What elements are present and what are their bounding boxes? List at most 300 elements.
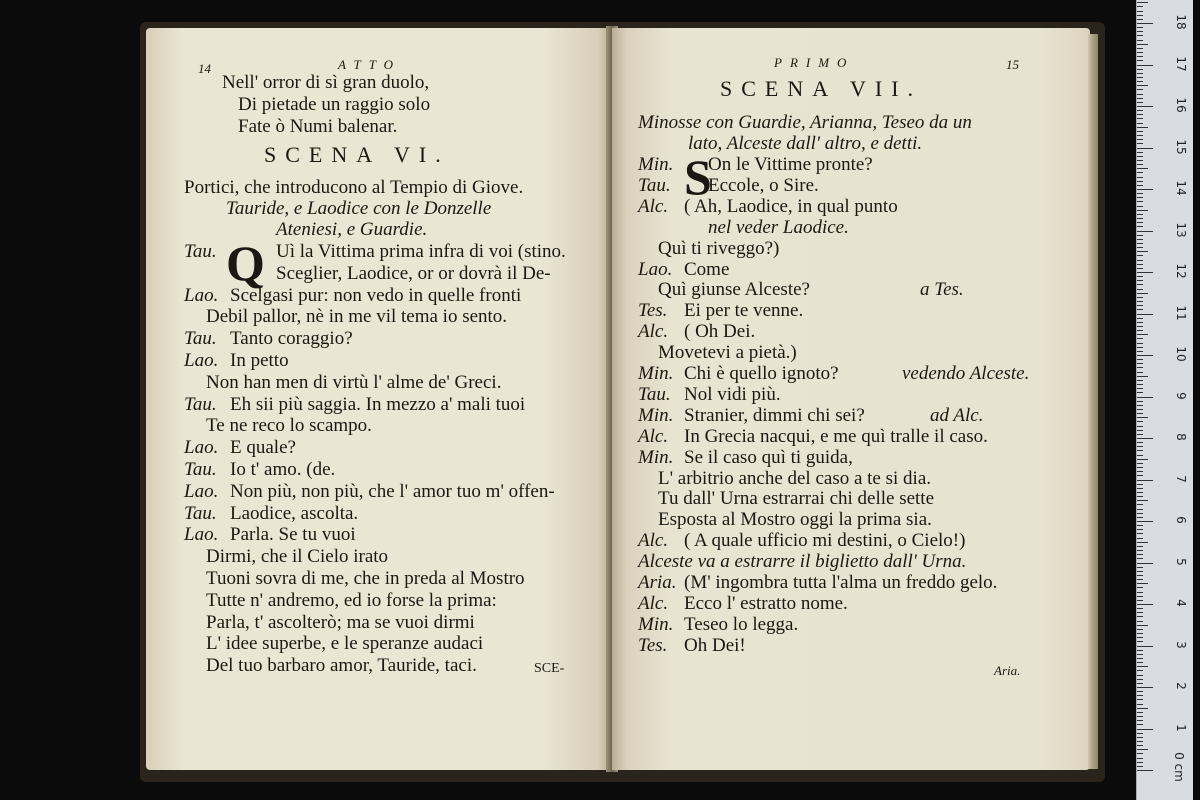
ruler-tick xyxy=(1137,691,1143,692)
running-head-right: PRIMO xyxy=(774,55,855,70)
speaker-label: Alc. xyxy=(638,592,669,614)
page-edges xyxy=(1088,34,1098,769)
ruler-number: 17 xyxy=(1174,55,1188,72)
speaker-label: Lao. xyxy=(184,480,219,502)
ruler-tick xyxy=(1137,15,1143,16)
ruler-tick xyxy=(1137,243,1143,244)
ruler-tick xyxy=(1137,666,1148,667)
ruler-number: 8 xyxy=(1174,433,1188,441)
ruler-tick xyxy=(1137,504,1143,505)
ruler-tick xyxy=(1137,629,1143,630)
ruler-tick xyxy=(1137,608,1143,609)
ruler-tick xyxy=(1137,397,1153,398)
ruler-tick xyxy=(1137,284,1143,285)
dialogue-line: Stranier, dimmi chi sei? xyxy=(684,404,865,426)
ruler-tick xyxy=(1137,475,1143,476)
stage-direction-left-1: Tauride, e Laodice con le Donzelle xyxy=(226,198,492,219)
dialogue-line: Tanto coraggio? xyxy=(230,328,353,350)
page-number-left: 14 xyxy=(198,61,211,76)
ruler-tick xyxy=(1137,314,1153,315)
dialogue-line: Eccole, o Sire. xyxy=(708,174,819,196)
aside-direction: a Tes. xyxy=(920,279,964,301)
dialogue-line: Uì la Vittima prima infra di voi (stino. xyxy=(276,241,566,262)
ruler-tick xyxy=(1137,687,1153,688)
ruler-tick xyxy=(1137,430,1143,431)
dialogue-line: nel veder Laodice. xyxy=(708,216,849,238)
running-head-left: ATTO xyxy=(338,57,402,72)
ruler-tick xyxy=(1137,172,1143,173)
speaker-label: Tes. xyxy=(638,634,668,656)
dialogue-line: Alceste va a estrarre il biglietto dall' Urna. xyxy=(638,551,967,573)
dialogue-line: In petto xyxy=(230,350,289,371)
ruler-tick xyxy=(1137,484,1143,485)
speaker-label: Tau. xyxy=(184,502,217,524)
ruler-tick xyxy=(1137,168,1148,169)
ruler-tick xyxy=(1137,758,1143,759)
ruler-tick xyxy=(1137,708,1148,709)
ruler-tick xyxy=(1137,509,1143,510)
dialogue-line: Te ne reco lo scampo. xyxy=(206,415,372,437)
dropcap-left: Q xyxy=(226,235,265,291)
ruler-tick xyxy=(1137,35,1143,36)
page-number-right: 15 xyxy=(1006,57,1019,72)
ruler-tick xyxy=(1137,488,1143,489)
ruler-tick xyxy=(1137,114,1143,115)
speaker-label: Tau. xyxy=(184,459,217,480)
ruler-tick xyxy=(1137,206,1143,207)
ruler-tick xyxy=(1137,521,1153,522)
ruler-tick xyxy=(1137,612,1143,613)
ruler-tick xyxy=(1137,85,1148,86)
dropcap-right: S xyxy=(684,149,712,205)
dialogue-line: L' arbitrio anche del caso a te si dia. xyxy=(658,467,932,489)
speaker-label: Lao. xyxy=(184,350,219,371)
ruler-number: 10 xyxy=(1174,346,1188,362)
ruler-tick xyxy=(1137,102,1143,103)
ruler-tick xyxy=(1137,135,1143,136)
ruler-tick xyxy=(1137,260,1143,261)
ruler-tick xyxy=(1137,695,1143,696)
stage-direction-left-2: Ateniesi, e Guardie. xyxy=(276,219,428,240)
ruler-tick xyxy=(1137,641,1143,642)
ruler-tick xyxy=(1137,583,1148,584)
ruler-tick xyxy=(1137,438,1153,439)
speaker-label: Aria. xyxy=(638,572,677,593)
speaker-label: Min. xyxy=(638,404,674,426)
ruler-number: 11 xyxy=(1174,304,1188,321)
speaker-label: Tau. xyxy=(184,241,217,262)
ruler-tick xyxy=(1137,616,1143,617)
ruler-tick xyxy=(1137,94,1143,95)
ruler-tick xyxy=(1137,376,1148,377)
ruler-tick xyxy=(1137,654,1143,655)
ruler-tick xyxy=(1137,139,1143,140)
ruler-tick xyxy=(1137,131,1143,132)
ruler-tick xyxy=(1137,587,1143,588)
ruler-tick xyxy=(1137,704,1143,705)
ruler-tick xyxy=(1137,235,1143,236)
speaker-label: Alc. xyxy=(638,425,669,447)
ruler-tick xyxy=(1137,621,1143,622)
dialogue-line: (M' ingombra tutta l'alma un freddo gelo. xyxy=(684,572,998,593)
ruler-tick xyxy=(1137,401,1143,402)
ruler-number: 5 xyxy=(1174,557,1188,566)
ruler-tick xyxy=(1137,604,1153,605)
speaker-label: Tau. xyxy=(638,174,671,196)
ruler-number: 1 xyxy=(1174,723,1188,732)
ruler-tick xyxy=(1137,301,1143,302)
ruler-tick xyxy=(1137,770,1153,771)
ruler-number: 14 xyxy=(1174,180,1188,196)
speaker-label: Tau. xyxy=(184,393,217,415)
dialogue-line: Esposta al Mostro oggi la prima sia. xyxy=(658,509,932,531)
ruler-number: 13 xyxy=(1174,221,1188,238)
ruler-tick xyxy=(1137,492,1143,493)
ruler-tick xyxy=(1137,496,1143,497)
ruler-tick xyxy=(1137,405,1143,406)
ruler-number: 12 xyxy=(1174,263,1188,279)
ruler-unit-label: 0 cm xyxy=(1172,752,1186,782)
ruler-tick xyxy=(1137,148,1153,149)
ruler-tick xyxy=(1137,27,1143,28)
ruler-tick xyxy=(1137,737,1143,738)
ruler-tick xyxy=(1137,318,1143,319)
speaker-label: Tes. xyxy=(638,300,668,322)
ruler-tick xyxy=(1137,334,1148,335)
ruler-tick xyxy=(1137,363,1143,364)
ruler-tick xyxy=(1137,384,1143,385)
ruler-tick xyxy=(1137,670,1143,671)
speaker-label: Lao. xyxy=(638,258,673,280)
ruler-tick xyxy=(1137,23,1153,24)
verse-line-1: Nell' orror di sì gran duolo, xyxy=(222,72,430,93)
ruler-tick xyxy=(1137,658,1143,659)
dialogue-line: Non han men di virtù l' alme de' Greci. xyxy=(206,371,502,393)
ruler-tick xyxy=(1137,675,1143,676)
dialogue-line: Movetevi a pietà.) xyxy=(658,342,797,364)
ruler-tick xyxy=(1137,89,1143,90)
ruler-tick xyxy=(1137,160,1143,161)
ruler-tick xyxy=(1137,533,1143,534)
scene-title-right: SCENA VII. xyxy=(720,76,923,101)
ruler-tick xyxy=(1137,247,1143,248)
ruler-tick xyxy=(1137,239,1143,240)
ruler-tick xyxy=(1137,6,1143,7)
ruler-tick xyxy=(1137,542,1148,543)
dialogue-line: Io t' amo. (de. xyxy=(230,459,336,480)
ruler-tick xyxy=(1137,127,1148,128)
ruler-tick xyxy=(1137,554,1143,555)
ruler-tick xyxy=(1137,272,1153,273)
ruler-tick xyxy=(1137,575,1143,576)
dialogue-line: Del tuo barbaro amor, Tauride, taci. xyxy=(206,655,477,677)
ruler-tick xyxy=(1137,264,1143,265)
ruler-tick xyxy=(1137,19,1143,20)
ruler-tick xyxy=(1137,729,1153,730)
dialogue-line: Tu dall' Urna estrarrai chi delle sette xyxy=(658,488,935,510)
ruler-tick xyxy=(1137,77,1143,78)
dialogue-line: Come xyxy=(684,258,730,280)
dialogue-line: Quì giunse Alceste? xyxy=(658,279,810,301)
speaker-label: Alc. xyxy=(638,321,669,343)
ruler-tick xyxy=(1137,276,1143,277)
ruler-tick xyxy=(1137,347,1143,348)
dialogue-line: In Grecia nacqui, e me quì tralle il caso. xyxy=(684,425,988,447)
speaker-label: Min. xyxy=(638,363,674,384)
speaker-label: Min. xyxy=(638,446,674,468)
ruler-tick xyxy=(1137,500,1148,501)
ruler-tick xyxy=(1137,177,1143,178)
ruler-tick xyxy=(1137,189,1153,190)
ruler-tick xyxy=(1137,118,1143,119)
ruler-tick xyxy=(1137,2,1148,3)
speaker-label: Tau. xyxy=(184,328,217,350)
ruler-tick xyxy=(1137,426,1143,427)
ruler-tick xyxy=(1137,293,1148,294)
ruler-tick xyxy=(1137,289,1143,290)
ruler-tick xyxy=(1137,251,1148,252)
ruler-tick xyxy=(1137,753,1143,754)
stage-direction-right-2: lato, Alceste dall' altro, e detti. xyxy=(688,133,923,154)
ruler-tick xyxy=(1137,164,1143,165)
ruler-tick xyxy=(1137,720,1143,721)
ruler-tick xyxy=(1137,650,1143,651)
ruler-tick xyxy=(1137,409,1143,410)
ruler-tick xyxy=(1137,463,1143,464)
ruler-tick xyxy=(1137,255,1143,256)
ruler-tick xyxy=(1137,592,1143,593)
aside-direction: ad Alc. xyxy=(930,404,984,426)
speaker-label: Min. xyxy=(638,613,674,635)
ruler-tick xyxy=(1137,214,1143,215)
ruler-tick xyxy=(1137,745,1143,746)
ruler-tick xyxy=(1137,210,1148,211)
ruler-tick xyxy=(1137,716,1143,717)
ruler-tick xyxy=(1137,309,1143,310)
ruler-tick xyxy=(1137,417,1148,418)
ruler-tick xyxy=(1137,60,1143,61)
dialogue-line: ( A quale ufficio mi destini, o Cielo!) xyxy=(684,530,966,552)
ruler-tick xyxy=(1137,529,1143,530)
ruler-tick xyxy=(1137,322,1143,323)
ruler-tick xyxy=(1137,679,1143,680)
ruler-tick xyxy=(1137,197,1143,198)
dialogue-line: Chi è quello ignoto? xyxy=(684,363,839,384)
ruler-tick xyxy=(1137,413,1143,414)
ruler-tick xyxy=(1137,633,1143,634)
ruler-tick xyxy=(1137,330,1143,331)
dialogue-line: Tutte n' andremo, ed io forse la prima: xyxy=(206,589,497,611)
ruler-number: 16 xyxy=(1174,97,1188,113)
ruler-tick xyxy=(1137,388,1143,389)
dialogue-line: On le Vittime pronte? xyxy=(708,154,873,175)
dialogue-line: Parla, t' ascolterò; ma se vuoi dirmi xyxy=(206,611,475,633)
ruler-tick xyxy=(1137,683,1143,684)
aside-direction: vedendo Alceste. xyxy=(902,363,1030,384)
ruler-tick xyxy=(1137,268,1143,269)
ruler-number: 7 xyxy=(1174,474,1188,483)
dialogue-line: Nol vidi più. xyxy=(684,383,781,405)
speaker-label: Lao. xyxy=(184,524,219,546)
dialogue-line: E quale? xyxy=(230,437,296,459)
ruler-tick xyxy=(1137,646,1153,647)
ruler-tick xyxy=(1137,467,1143,468)
speaker-label: Min. xyxy=(638,154,674,175)
verse-line-2: Di pietade un raggio solo xyxy=(238,94,431,115)
ruler-tick xyxy=(1137,724,1143,725)
dialogue-line: L' idee superbe, e le speranze audaci xyxy=(206,633,484,655)
ruler-tick xyxy=(1137,712,1143,713)
ruler-tick xyxy=(1137,48,1143,49)
dialogue-line: Ei per te venne. xyxy=(684,300,804,322)
ruler-tick xyxy=(1137,326,1143,327)
ruler-number: 15 xyxy=(1174,138,1188,155)
ruler-tick xyxy=(1137,392,1143,393)
ruler-tick xyxy=(1137,69,1143,70)
ruler-tick xyxy=(1137,201,1143,202)
ruler-tick xyxy=(1137,625,1148,626)
dialogue-line: ( Oh Dei. xyxy=(684,321,756,343)
ruler-tick xyxy=(1137,40,1143,41)
ruler-tick xyxy=(1137,359,1143,360)
scene-title-left: SCENA VI. xyxy=(264,142,450,167)
ruler-tick xyxy=(1137,152,1143,153)
dialogue-line: Laodice, ascolta. xyxy=(230,502,359,524)
ruler-tick xyxy=(1137,434,1143,435)
ruler-tick xyxy=(1137,226,1143,227)
ruler-tick xyxy=(1137,106,1153,107)
ruler-tick xyxy=(1137,65,1153,66)
ruler-tick xyxy=(1137,44,1148,45)
ruler-tick xyxy=(1137,280,1143,281)
ruler-tick xyxy=(1137,343,1143,344)
speaker-label: Lao. xyxy=(184,284,219,306)
ruler-tick xyxy=(1137,733,1143,734)
ruler-tick xyxy=(1137,338,1143,339)
ruler-tick xyxy=(1137,517,1143,518)
ruler-number: 2 xyxy=(1174,682,1188,690)
dialogue-line: Parla. Se tu vuoi xyxy=(230,524,356,546)
ruler-tick xyxy=(1137,455,1143,456)
ruler-tick xyxy=(1137,123,1143,124)
ruler-tick xyxy=(1137,600,1143,601)
dialogue-line: Tuoni sovra di me, che in preda al Mostro xyxy=(206,568,525,589)
dialogue-line: Eh sii più saggia. In mezzo a' mali tuoi xyxy=(230,393,526,415)
dialogue-line: ( Ah, Laodice, in qual punto xyxy=(684,195,898,217)
ruler-tick xyxy=(1137,579,1143,580)
ruler-tick xyxy=(1137,380,1143,381)
ruler-tick xyxy=(1137,181,1143,182)
dialogue-line: Se il caso quì ti guida, xyxy=(684,446,853,468)
ruler-tick xyxy=(1137,52,1143,53)
ruler-tick xyxy=(1137,372,1143,373)
speaker-label: Alc. xyxy=(638,195,669,217)
ruler-tick xyxy=(1137,81,1143,82)
measurement-ruler xyxy=(1136,0,1193,800)
left-page xyxy=(146,28,612,770)
dialogue-line: Ecco l' estratto nome. xyxy=(684,592,848,614)
ruler-tick xyxy=(1137,513,1143,514)
ruler-tick xyxy=(1137,222,1143,223)
dialogue-line: Debil pallor, nè in me vil tema io sento. xyxy=(206,306,508,328)
ruler-number: 4 xyxy=(1174,599,1188,607)
ruler-number: 6 xyxy=(1174,516,1188,524)
ruler-tick xyxy=(1137,421,1143,422)
ruler-tick xyxy=(1137,450,1143,451)
ruler-tick xyxy=(1137,558,1143,559)
catchword-right: Aria. xyxy=(994,663,1021,678)
ruler-tick xyxy=(1137,538,1143,539)
dialogue-line: Sceglier, Laodice, or or dovrà il De- xyxy=(276,262,551,284)
ruler-tick xyxy=(1137,749,1148,750)
ruler-tick xyxy=(1137,546,1143,547)
ruler-number: 18 xyxy=(1174,14,1188,30)
dialogue-line: Non più, non più, che l' amor tuo m' offen- xyxy=(230,480,555,502)
ruler-tick xyxy=(1137,741,1143,742)
ruler-tick xyxy=(1137,662,1143,663)
dialogue-line: Quì ti riveggo?) xyxy=(658,237,780,259)
ruler-tick xyxy=(1137,185,1143,186)
ruler-number: 3 xyxy=(1174,640,1188,649)
ruler-tick xyxy=(1137,305,1143,306)
speaker-label: Alc. xyxy=(638,530,669,552)
ruler-tick xyxy=(1137,297,1143,298)
ruler-tick xyxy=(1137,563,1153,564)
ruler-tick xyxy=(1137,762,1143,763)
ruler-tick xyxy=(1137,699,1143,700)
ruler-tick xyxy=(1137,525,1143,526)
ruler-tick xyxy=(1137,567,1143,568)
ruler-tick xyxy=(1137,571,1143,572)
ruler-number: 9 xyxy=(1174,391,1188,400)
ruler-tick xyxy=(1137,351,1143,352)
ruler-tick xyxy=(1137,31,1143,32)
verse-line-3: Fate ò Numi balenar. xyxy=(238,116,398,137)
ruler-tick xyxy=(1137,156,1143,157)
ruler-tick xyxy=(1137,56,1143,57)
dialogue-line: Teseo lo legga. xyxy=(684,613,799,635)
stage-direction-right-1: Minosse con Guardie, Arianna, Teseo da un xyxy=(638,112,972,133)
dialogue-line: Dirmi, che il Cielo irato xyxy=(206,546,389,568)
ruler-tick xyxy=(1137,471,1143,472)
ruler-tick xyxy=(1137,367,1143,368)
speaker-label: Lao. xyxy=(184,437,219,459)
ruler-tick xyxy=(1137,550,1143,551)
ruler-tick xyxy=(1137,231,1153,232)
right-page xyxy=(612,28,1090,770)
ruler-tick xyxy=(1137,355,1153,356)
ruler-tick xyxy=(1137,110,1143,111)
ruler-tick xyxy=(1137,766,1143,767)
scene-setting: Portici, che introducono al Tempio di Giove. xyxy=(184,177,524,198)
ruler-tick xyxy=(1137,459,1148,460)
ruler-tick xyxy=(1137,143,1143,144)
ruler-tick xyxy=(1137,596,1143,597)
ruler-tick xyxy=(1137,11,1143,12)
ruler-tick xyxy=(1137,218,1143,219)
dialogue-line: Oh Dei! xyxy=(684,634,746,656)
ruler-tick xyxy=(1137,73,1143,74)
ruler-tick xyxy=(1137,637,1143,638)
ruler-tick xyxy=(1137,446,1143,447)
ruler-tick xyxy=(1137,98,1143,99)
dialogue-line: Scelgasi pur: non vedo in quelle fronti xyxy=(230,284,522,306)
catchword-left: SCE- xyxy=(534,661,565,676)
ruler-tick xyxy=(1137,193,1143,194)
speaker-label: Tau. xyxy=(638,383,671,405)
ruler-tick xyxy=(1137,442,1143,443)
ruler-tick xyxy=(1137,480,1153,481)
